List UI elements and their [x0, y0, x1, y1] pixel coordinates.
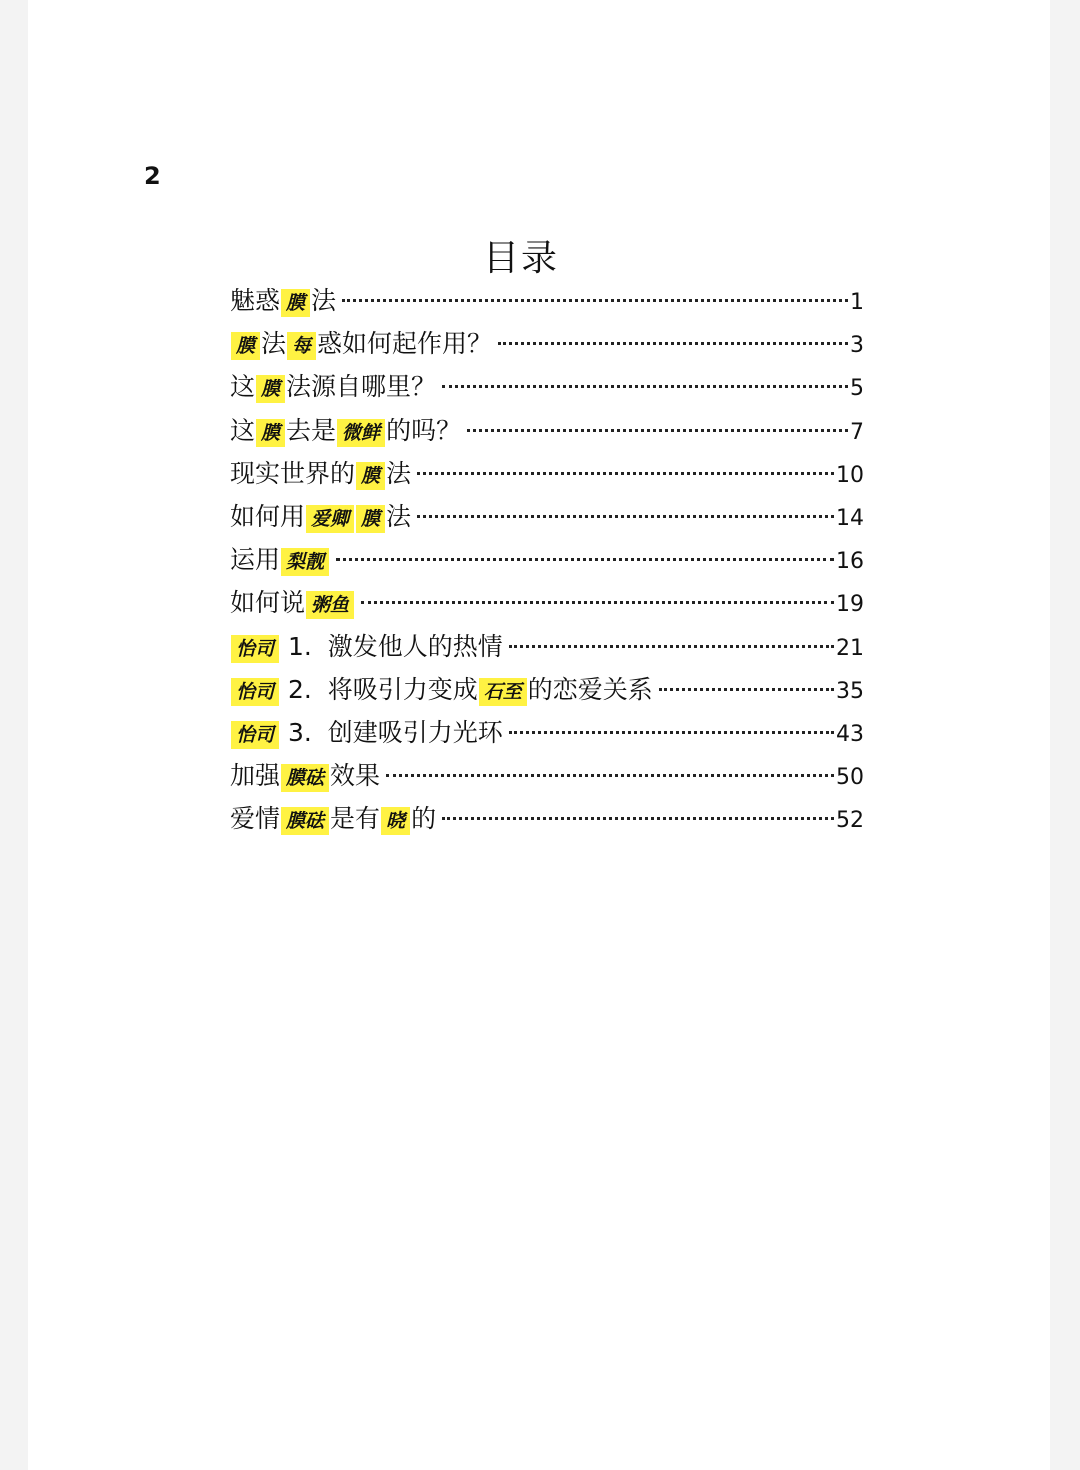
dot-leader — [336, 557, 834, 561]
dot-leader — [342, 298, 848, 302]
toc-entry[interactable] — [230, 452, 864, 495]
document-page — [28, 0, 1050, 1470]
toc-entry-page: 1 — [850, 290, 864, 315]
toc-entry-page: 7 — [850, 419, 864, 445]
dot-leader — [442, 816, 834, 820]
toc-entry-text: 法 — [261, 329, 287, 359]
toc-entry[interactable] — [230, 711, 864, 754]
toc-entry-title — [230, 581, 355, 627]
toc-entry-title — [230, 495, 411, 541]
toc-entry[interactable] — [230, 538, 864, 581]
toc-entry-page: 35 — [836, 678, 864, 704]
page-number: 2 — [144, 162, 161, 190]
highlight-sticker: 膜 — [356, 505, 385, 533]
highlight-sticker: 怡司 — [231, 635, 279, 663]
toc-entry-text: 法 — [311, 286, 337, 315]
toc-entry-text: 惑如何起作用？ — [317, 329, 493, 359]
highlight-sticker: 膜砝 — [281, 764, 329, 792]
dot-leader — [417, 471, 834, 475]
toc-entry-text: 这 — [230, 415, 256, 445]
toc-entry[interactable] — [230, 625, 864, 668]
dot-leader — [442, 384, 848, 388]
dot-leader — [467, 428, 848, 432]
toc-entry-page: 52 — [836, 808, 864, 834]
highlight-sticker: 爱卿 — [306, 505, 354, 533]
highlight-sticker: 膜 — [256, 419, 285, 447]
toc-entry-title — [230, 797, 436, 843]
highlight-sticker: 膜 — [281, 289, 310, 317]
toc-entry-title — [230, 279, 336, 325]
highlight-sticker: 石至 — [479, 678, 527, 706]
toc-entry-title — [230, 365, 436, 411]
highlight-sticker: 微鲜 — [337, 419, 385, 447]
toc-entry-title — [230, 322, 492, 368]
dot-leader — [498, 341, 848, 345]
dot-leader — [659, 687, 834, 691]
highlight-sticker: 粥鱼 — [306, 591, 354, 619]
toc-entry-text: 这 — [230, 372, 256, 402]
toc-entry-title — [230, 711, 503, 757]
toc-entry-page: 43 — [836, 721, 864, 747]
toc-entry-text: 的恋爱关系 — [527, 674, 653, 704]
toc-entry[interactable] — [230, 365, 864, 408]
toc-entry[interactable] — [230, 495, 864, 538]
highlight-sticker: 膜 — [256, 375, 285, 403]
highlight-sticker: 膜 — [231, 332, 260, 360]
dot-leader — [417, 514, 834, 518]
toc-entry-text: 法源自哪里？ — [286, 372, 437, 402]
toc-entry-text: 如何说 — [230, 588, 306, 618]
toc-entry-title — [230, 409, 461, 455]
toc-entry-page: 10 — [836, 462, 864, 488]
toc-entry-text: 运用 — [230, 545, 281, 575]
dot-leader — [509, 730, 834, 734]
toc-entry-title — [230, 538, 330, 584]
toc-entry-text: 1. 激发他人的热情 — [280, 631, 503, 661]
dot-leader — [386, 773, 834, 777]
toc-entry-title — [230, 625, 503, 671]
toc-entry-text: 效果 — [330, 761, 381, 791]
toc-entry-text: 的 — [411, 804, 437, 834]
toc-entry-title — [230, 754, 380, 800]
highlight-sticker: 每 — [287, 332, 316, 360]
toc-title: 目录 — [482, 238, 559, 279]
toc-entry-text: 现实世界的 — [230, 458, 356, 488]
toc-entry[interactable] — [230, 797, 864, 840]
highlight-sticker: 怡司 — [231, 678, 279, 706]
toc-entry-page: 19 — [836, 592, 864, 618]
toc-entry[interactable] — [230, 409, 864, 452]
toc-entry-page: 14 — [836, 505, 864, 531]
highlight-sticker: 膜 — [356, 462, 385, 490]
toc-entry-text: 的吗？ — [386, 415, 462, 445]
toc-entry[interactable] — [230, 322, 864, 365]
toc-entry-text: 3. 创建吸引力光环 — [280, 717, 503, 747]
toc-entry-title — [230, 452, 411, 498]
toc-entry-text: 是有 — [330, 804, 381, 834]
toc-entry-page: 16 — [836, 549, 864, 575]
toc-entry[interactable] — [230, 581, 864, 624]
toc-entry-page: 5 — [850, 376, 864, 402]
toc-entry-text: 法 — [386, 458, 412, 488]
toc-entry-text: 魅惑 — [230, 286, 281, 315]
toc-entry-text: 2. 将吸引力变成 — [280, 674, 478, 704]
toc-entry-text: 如何用 — [230, 501, 306, 531]
toc-entry-text: 加强 — [230, 761, 281, 791]
toc-entry-text: 爱情 — [230, 804, 281, 834]
highlight-sticker: 梨靓 — [281, 548, 329, 576]
toc-entry-text: 去是 — [286, 415, 337, 445]
toc-entry-page: 50 — [836, 765, 864, 791]
dot-leader — [361, 600, 834, 604]
toc-entry-page: 21 — [836, 635, 864, 661]
highlight-sticker: 怡司 — [231, 721, 279, 749]
toc-entry-page: 3 — [850, 333, 864, 359]
dot-leader — [509, 644, 834, 648]
table-of-contents — [230, 279, 864, 840]
highlight-sticker: 晓 — [381, 807, 410, 835]
toc-entry[interactable] — [230, 279, 864, 322]
toc-entry-text: 法 — [386, 501, 412, 531]
highlight-sticker: 膜砝 — [281, 807, 329, 835]
toc-entry[interactable] — [230, 668, 864, 711]
toc-entry-title — [230, 668, 653, 714]
toc-entry[interactable] — [230, 754, 864, 797]
